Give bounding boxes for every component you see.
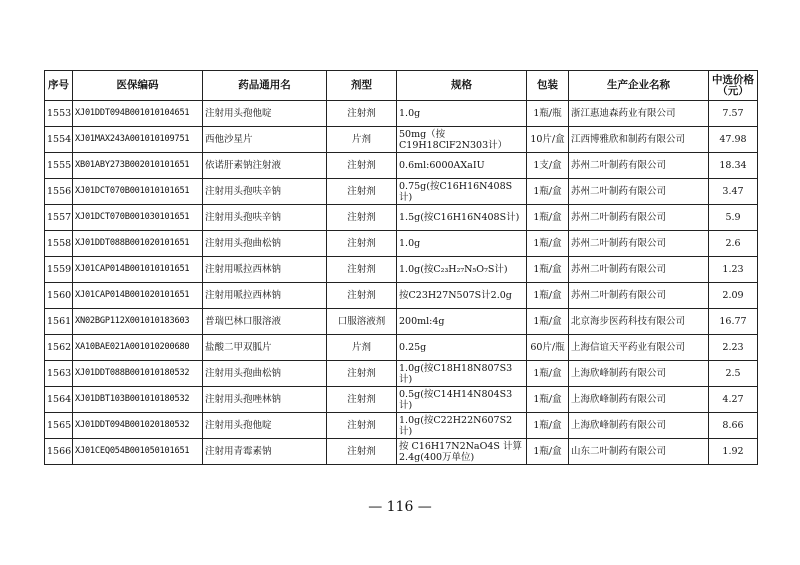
cell-pack: 1瓶/盒: [527, 309, 569, 335]
cell-name: 注射用头孢曲松钠: [203, 361, 327, 387]
cell-form: 注射剂: [327, 439, 397, 465]
cell-name: 注射用青霉素钠: [203, 439, 327, 465]
cell-manufacturer: 浙江惠迪森药业有限公司: [569, 101, 709, 127]
cell-spec: 0.5g(按C14H14N804S3计): [397, 387, 527, 413]
table-row: [45, 283, 758, 309]
table-row: [45, 127, 758, 153]
cell-price: 8.66: [709, 413, 758, 439]
cell-spec: 1.0g(按C22H22N607S2计): [397, 413, 527, 439]
header-pack: 包装: [527, 71, 569, 101]
cell-manufacturer: 上海欣峰制药有限公司: [569, 387, 709, 413]
cell-pack: 1瓶/盒: [527, 387, 569, 413]
cell-no: 1554: [45, 127, 73, 153]
cell-pack: 60片/瓶: [527, 335, 569, 361]
header-form: 剂型: [327, 71, 397, 101]
cell-code: XJ01CEQ054B001050101651: [73, 439, 203, 465]
table-row: [45, 101, 758, 127]
cell-spec: 按 C16H17N2NaO4S 计算 2.4g(400万单位): [397, 439, 527, 465]
cell-pack: 1瓶/盒: [527, 257, 569, 283]
cell-manufacturer: 苏州二叶制药有限公司: [569, 153, 709, 179]
cell-pack: 1瓶/盒: [527, 361, 569, 387]
cell-manufacturer: 苏州二叶制药有限公司: [569, 231, 709, 257]
table-row: [45, 179, 758, 205]
cell-spec: 0.75g(按C16H16N408S计): [397, 179, 527, 205]
cell-manufacturer: 江西博雅欣和制药有限公司: [569, 127, 709, 153]
cell-pack: 1瓶/盒: [527, 205, 569, 231]
cell-price: 2.23: [709, 335, 758, 361]
cell-pack: 1瓶/盒: [527, 439, 569, 465]
cell-no: 1555: [45, 153, 73, 179]
cell-price: 7.57: [709, 101, 758, 127]
cell-no: 1561: [45, 309, 73, 335]
page-number: — 116 —: [368, 499, 432, 515]
cell-form: 注射剂: [327, 387, 397, 413]
table-row: [45, 361, 758, 387]
cell-code: XA10BAE021A001010200680: [73, 335, 203, 361]
cell-manufacturer: 山东二叶制药有限公司: [569, 439, 709, 465]
cell-no: 1558: [45, 231, 73, 257]
header-no: 序号: [45, 71, 73, 101]
cell-name: 盐酸二甲双胍片: [203, 335, 327, 361]
cell-code: XJ01DDT094B001020180532: [73, 413, 203, 439]
cell-pack: 1支/盒: [527, 153, 569, 179]
cell-name: 注射用哌拉西林钠: [203, 257, 327, 283]
cell-no: 1563: [45, 361, 73, 387]
cell-spec: 200ml:4g: [397, 309, 527, 335]
table-body: [45, 101, 758, 465]
cell-name: 注射用头孢呋辛钠: [203, 205, 327, 231]
table-row: [45, 439, 758, 465]
cell-price: 16.77: [709, 309, 758, 335]
cell-name: 依诺肝素钠注射液: [203, 153, 327, 179]
table-row: [45, 413, 758, 439]
cell-no: 1562: [45, 335, 73, 361]
table-row: [45, 335, 758, 361]
cell-form: 注射剂: [327, 101, 397, 127]
table-row: [45, 231, 758, 257]
cell-pack: 1瓶/盒: [527, 179, 569, 205]
selected-drug-price-table: [44, 70, 758, 465]
cell-price: 47.98: [709, 127, 758, 153]
cell-code: XB01ABY273B002010101651: [73, 153, 203, 179]
cell-no: 1564: [45, 387, 73, 413]
cell-form: 片剂: [327, 335, 397, 361]
cell-name: 注射用头孢呋辛钠: [203, 179, 327, 205]
header-spec: 规格: [397, 71, 527, 101]
cell-manufacturer: 苏州二叶制药有限公司: [569, 257, 709, 283]
cell-price: 1.23: [709, 257, 758, 283]
cell-name: 注射用哌拉西林钠: [203, 283, 327, 309]
cell-code: XJ01CAP014B001020101651: [73, 283, 203, 309]
cell-spec: 50mg（按 C19H18ClF2N303计）: [397, 127, 527, 153]
table-row: [45, 309, 758, 335]
cell-manufacturer: 北京海步医药科技有限公司: [569, 309, 709, 335]
cell-price: 2.6: [709, 231, 758, 257]
cell-code: XJ01DDT088B001010180532: [73, 361, 203, 387]
cell-no: 1557: [45, 205, 73, 231]
cell-name: 注射用头孢他啶: [203, 101, 327, 127]
cell-form: 口服溶液剂: [327, 309, 397, 335]
cell-name: 注射用头孢唑林钠: [203, 387, 327, 413]
cell-manufacturer: 上海欣峰制药有限公司: [569, 413, 709, 439]
cell-manufacturer: 苏州二叶制药有限公司: [569, 283, 709, 309]
cell-code: XJ01DDT088B001020101651: [73, 231, 203, 257]
cell-no: 1566: [45, 439, 73, 465]
header-name: 药品通用名: [203, 71, 327, 101]
cell-form: 片剂: [327, 127, 397, 153]
header-price: 中选价格（元）: [709, 71, 758, 101]
cell-pack: 1瓶/盒: [527, 413, 569, 439]
cell-name: 西他沙星片: [203, 127, 327, 153]
cell-name: 注射用头孢他啶: [203, 413, 327, 439]
cell-pack: 10片/盒: [527, 127, 569, 153]
cell-form: 注射剂: [327, 283, 397, 309]
cell-spec: 1.5g(按C16H16N408S计): [397, 205, 527, 231]
cell-form: 注射剂: [327, 231, 397, 257]
cell-price: 2.09: [709, 283, 758, 309]
cell-form: 注射剂: [327, 361, 397, 387]
cell-no: 1559: [45, 257, 73, 283]
cell-manufacturer: 上海欣峰制药有限公司: [569, 361, 709, 387]
cell-no: 1556: [45, 179, 73, 205]
table-row: [45, 387, 758, 413]
table-header-row: [45, 71, 758, 101]
cell-price: 2.5: [709, 361, 758, 387]
cell-spec: 1.0g(按C18H18N807S3计): [397, 361, 527, 387]
cell-name: 注射用头孢曲松钠: [203, 231, 327, 257]
cell-price: 5.9: [709, 205, 758, 231]
cell-manufacturer: 上海信谊天平药业有限公司: [569, 335, 709, 361]
cell-spec: 1.0g(按C₂₃H₂₇N₅O₇S计): [397, 257, 527, 283]
cell-code: XN02BGP112X001010183603: [73, 309, 203, 335]
cell-form: 注射剂: [327, 413, 397, 439]
cell-spec: 0.6ml:6000AXaIU: [397, 153, 527, 179]
table-row: [45, 153, 758, 179]
cell-form: 注射剂: [327, 257, 397, 283]
cell-price: 18.34: [709, 153, 758, 179]
cell-no: 1553: [45, 101, 73, 127]
cell-code: XJ01DCT070B001010101651: [73, 179, 203, 205]
header-code: 医保编码: [73, 71, 203, 101]
cell-form: 注射剂: [327, 205, 397, 231]
cell-spec: 1.0g: [397, 231, 527, 257]
cell-price: 4.27: [709, 387, 758, 413]
cell-pack: 1瓶/盒: [527, 283, 569, 309]
cell-code: XJ01DCT070B001030101651: [73, 205, 203, 231]
cell-code: XJ01CAP014B001010101651: [73, 257, 203, 283]
cell-price: 1.92: [709, 439, 758, 465]
cell-code: XJ01DBT103B001010180532: [73, 387, 203, 413]
cell-spec: 按C23H27N507S计2.0g: [397, 283, 527, 309]
cell-manufacturer: 苏州二叶制药有限公司: [569, 179, 709, 205]
cell-no: 1560: [45, 283, 73, 309]
cell-spec: 1.0g: [397, 101, 527, 127]
cell-price: 3.47: [709, 179, 758, 205]
cell-name: 普瑞巴林口服溶液: [203, 309, 327, 335]
table-row: [45, 257, 758, 283]
table-row: [45, 205, 758, 231]
cell-code: XJ01MAX243A001010109751: [73, 127, 203, 153]
header-manufacturer: 生产企业名称: [569, 71, 709, 101]
cell-pack: 1瓶/瓶: [527, 101, 569, 127]
cell-manufacturer: 苏州二叶制药有限公司: [569, 205, 709, 231]
cell-code: XJ01DDT094B001010104651: [73, 101, 203, 127]
cell-no: 1565: [45, 413, 73, 439]
cell-spec: 0.25g: [397, 335, 527, 361]
cell-form: 注射剂: [327, 153, 397, 179]
cell-pack: 1瓶/盒: [527, 231, 569, 257]
cell-form: 注射剂: [327, 179, 397, 205]
